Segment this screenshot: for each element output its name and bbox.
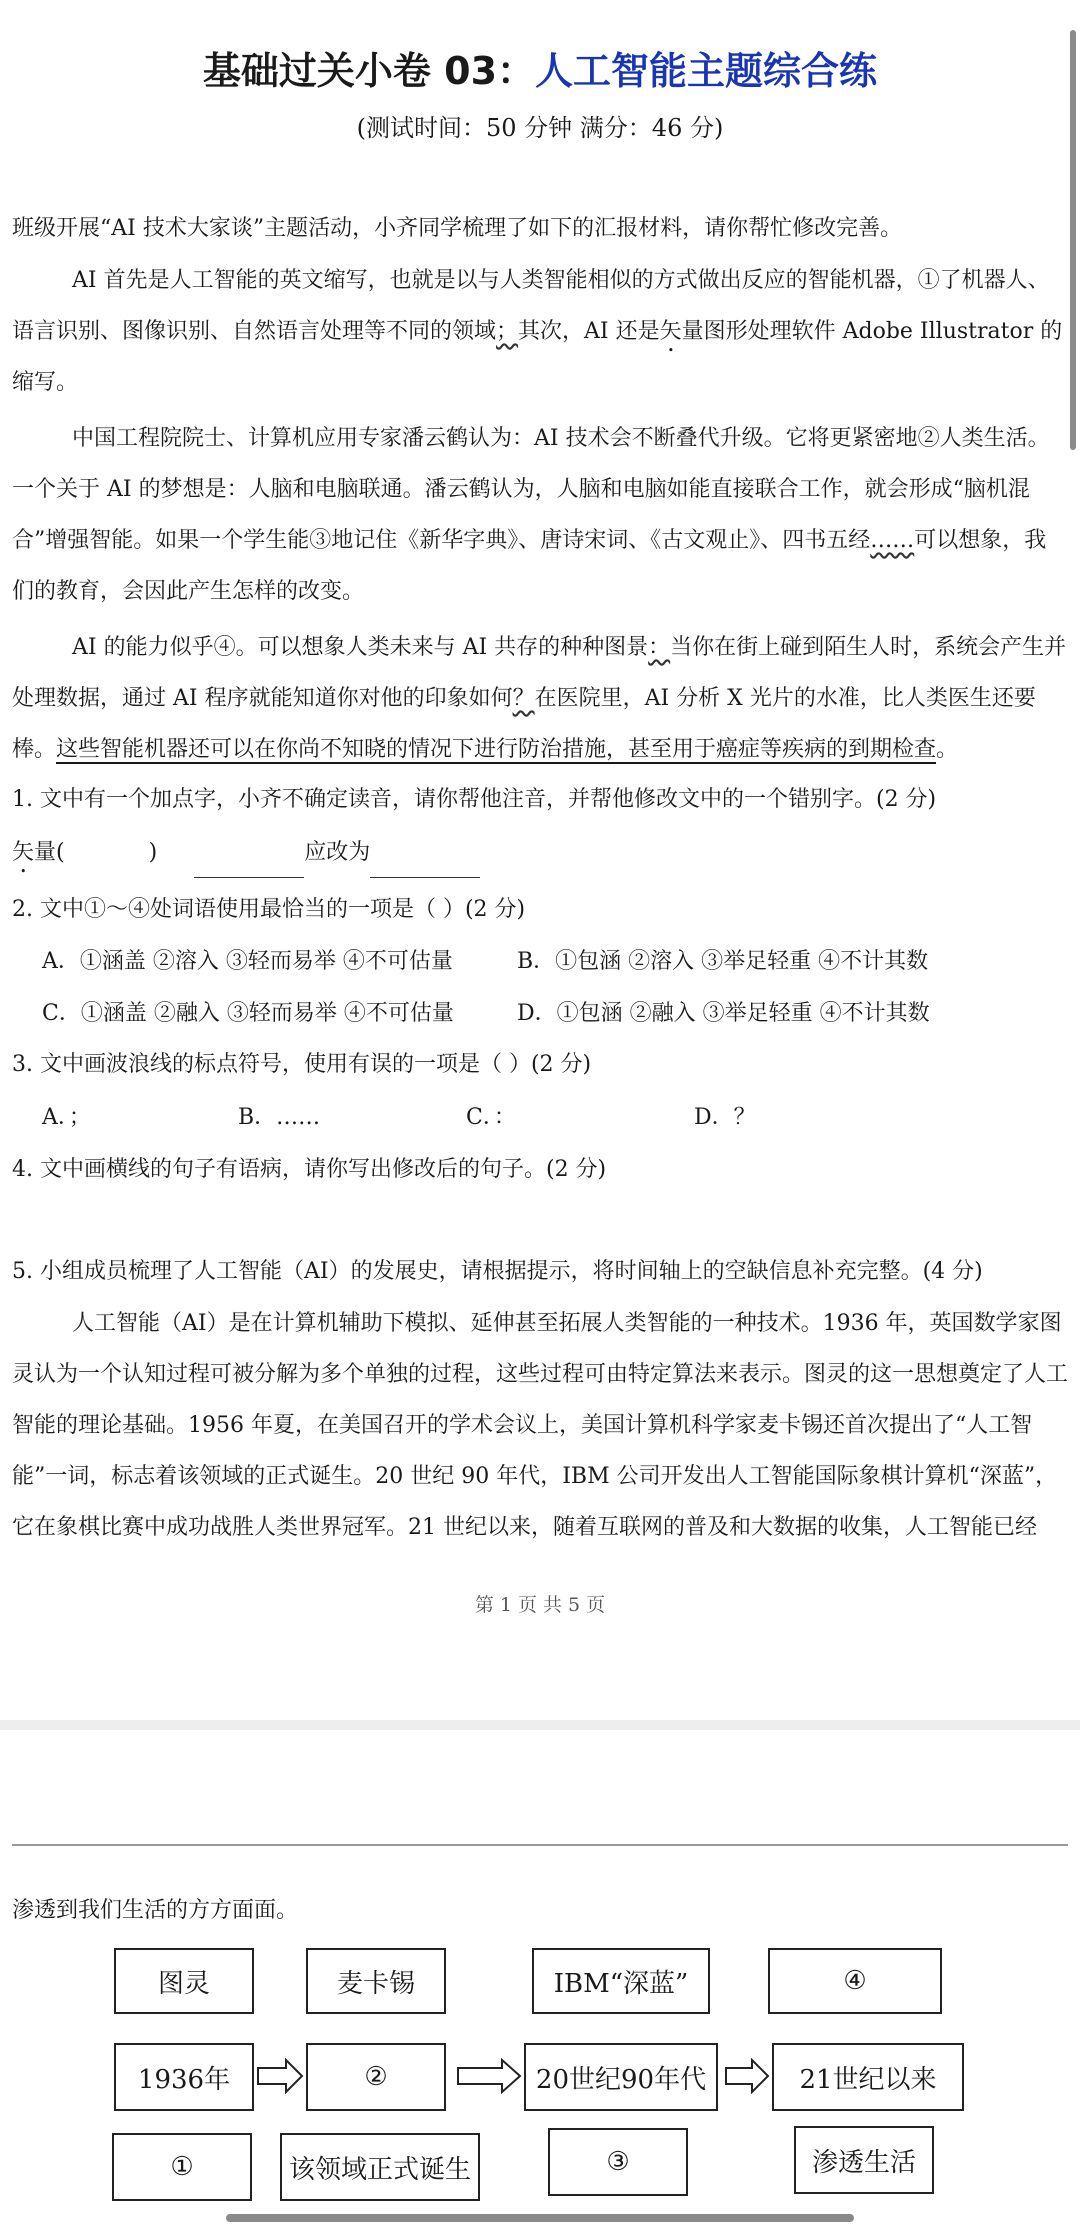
p2-text-a: AI 首先是人工智能的英文缩写，也就是以与人类智能相似的方式做出反应的智能机器，①了机器人、语言识别、图像识别、自然语言处理等不同的领域 <box>12 268 1050 344</box>
q3-option-b[interactable]: B．…… <box>238 1105 321 1130</box>
title-highlight: 人工智能主题综合练 <box>535 49 878 93</box>
timeline-blank-4[interactable]: ④ <box>768 1948 942 2014</box>
p4-text-a: AI 的能力似乎④。可以想象人类未来与 AI 共存的种种图景 <box>72 635 649 660</box>
timeline-person-turing: 图灵 <box>114 1948 254 2014</box>
p3-text-a: 中国工程院院士、计算机应用专家潘云鹤认为：AI 技术会不断叠代升级。它将更紧密地②人类生活。一个关于 AI 的梦想是：人脑和电脑联通。潘云鹤认为，人脑和电脑如能直接联合工作，就会形成“脑机混合”增强智能。如果一个学生能③地记住《新华字典》、唐诗宋词、《古文观止》、四书五经 <box>12 426 1050 553</box>
passage-continuation: 渗透到我们生活的方方面面。 <box>12 1898 299 1923</box>
horizontal-scrollbar[interactable] <box>226 2214 854 2222</box>
header-rule <box>12 1844 1068 1846</box>
wavy-question-mark: ？ <box>512 686 535 711</box>
p4-text-e: 在医院里，AI 分析 X 光片的水准，比人类医生还要棒。 <box>12 686 1036 762</box>
q5-passage: 人工智能（AI）是在计算机辅助下模拟、延伸甚至拓展人类智能的一种技术。1936 年，英国数学家图灵认为一个认知过程可被分解为多个单独的过程，这些过程可由特定算法来表示。图灵的这一思想奠定了人工智能的理论基础。1956 年夏，在美国召开的学术会议上，美国计算机科学家麦卡锡还首次提出了“人工智能”一词，标志着该领域的正式诞生。20 世纪 90 年代，IBM 公司开发出人工智能国际象棋计算机“深蓝”，它在象棋比赛中成功战胜人类世界冠军。21 世纪以来，随着互联网的普及和大数据的收集，人工智能已经 <box>12 1311 1069 1540</box>
timeline-21st-century: 21世纪以来 <box>772 2043 964 2111</box>
page-separator <box>0 1720 1080 1730</box>
timeline-person-mccarthy: 麦卡锡 <box>306 1948 446 2014</box>
p2-text-e: 量图形处理软件 Adobe Illustrator 的缩写。 <box>12 319 1063 395</box>
question-4: 4. 文中画横线的句子有语病，请你写出修改后的句子。(2 分) <box>12 1157 607 1182</box>
timeline-blank-1[interactable]: ① <box>112 2133 252 2201</box>
passage-paragraph-ai-ability <box>12 622 1068 775</box>
q3-option-d[interactable]: D．？ <box>694 1105 756 1130</box>
p4-text-g: 。 <box>936 737 959 762</box>
q1-change-label: 应改为 <box>304 840 371 865</box>
q1-paren-close: ) <box>148 840 158 865</box>
page-subtitle: (测试时间：50 分钟 满分：46 分) <box>356 114 724 142</box>
question-2: 2. 文中①～④处词语使用最恰当的一项是（ ）(2 分) <box>12 897 526 922</box>
timeline-deep-blue: IBM“深蓝” <box>532 1948 710 2014</box>
q2-option-c[interactable]: C．①涵盖 ②融入 ③轻而易举 ④不可估量 <box>42 1001 454 1026</box>
question-1-answer-line <box>12 838 480 878</box>
timeline-blank-3[interactable]: ③ <box>548 2128 688 2196</box>
dotted-character: 矢 <box>659 319 682 344</box>
wavy-semicolon: ； <box>496 319 519 344</box>
q3-option-c[interactable]: C．： <box>466 1105 516 1130</box>
q1-wrong-character-blank[interactable] <box>194 855 304 878</box>
q2-option-d[interactable]: D．①包涵 ②融入 ③举足轻重 ④不计其数 <box>517 1001 930 1026</box>
underlined-sentence: 这些智能机器还可以在你尚不知晓的情况下进行防治措施，甚至用于癌症等疾病的到期检查 <box>56 737 937 762</box>
question-5: 5. 小组成员梳理了人工智能（AI）的发展史，请根据提示，将时间轴上的空缺信息补充完整。(4 分) <box>12 1259 983 1284</box>
q1-dotted-word: 矢 <box>12 840 35 865</box>
page-title <box>0 40 1080 95</box>
q1-word: 量( <box>34 840 65 865</box>
p3-text-c: 可以想象，我们的教育，会因此产生怎样的改变。 <box>12 528 1047 604</box>
timeline-1990s: 20世纪90年代 <box>524 2043 718 2111</box>
question-3: 3. 文中画波浪线的标点符号，使用有误的一项是（ ）(2 分) <box>12 1052 592 1077</box>
arrow-right-icon <box>456 2058 522 2094</box>
wavy-colon: ： <box>648 635 671 660</box>
timeline-blank-2[interactable]: ② <box>306 2043 446 2111</box>
q3-option-a[interactable]: A．； <box>42 1105 91 1130</box>
q1-correct-character-blank[interactable] <box>370 855 480 878</box>
timeline-year-1936: 1936年 <box>114 2043 254 2111</box>
page-footer: 第 1 页 共 5 页 <box>474 1594 606 1616</box>
p4-text-c: 当你在街上碰到陌生人时，系统会产生并处理数据，通过 AI 程序就能知道你对他的印象如何 <box>12 635 1067 711</box>
p2-text-c: 其次，AI 还是 <box>518 319 660 344</box>
passage-paragraph-ai-definition <box>12 255 1068 408</box>
vertical-scrollbar[interactable] <box>1070 30 1076 450</box>
question-1: 1. 文中有一个加点字，小齐不确定读音，请你帮他注音，并帮他修改文中的一个错别字。(2 分) <box>12 787 937 812</box>
intro-paragraph: 班级开展“AI 技术大家谈”主题活动，小齐同学梳理了如下的汇报材料，请你帮忙修改完善。 <box>12 216 903 241</box>
timeline-permeate-life: 渗透生活 <box>794 2126 934 2194</box>
arrow-right-icon <box>256 2058 304 2094</box>
timeline-field-born: 该领域正式诞生 <box>280 2133 480 2201</box>
q2-option-b[interactable]: B．①包涵 ②溶入 ③举足轻重 ④不计其数 <box>517 949 929 974</box>
q2-option-a[interactable]: A．①涵盖 ②溶入 ③轻而易举 ④不可估量 <box>42 949 453 974</box>
arrow-right-icon <box>724 2058 770 2094</box>
title-prefix: 基础过关小卷 03： <box>202 49 536 93</box>
wavy-ellipsis: …… <box>870 528 915 553</box>
passage-paragraph-pan-yunhe <box>12 413 1068 617</box>
